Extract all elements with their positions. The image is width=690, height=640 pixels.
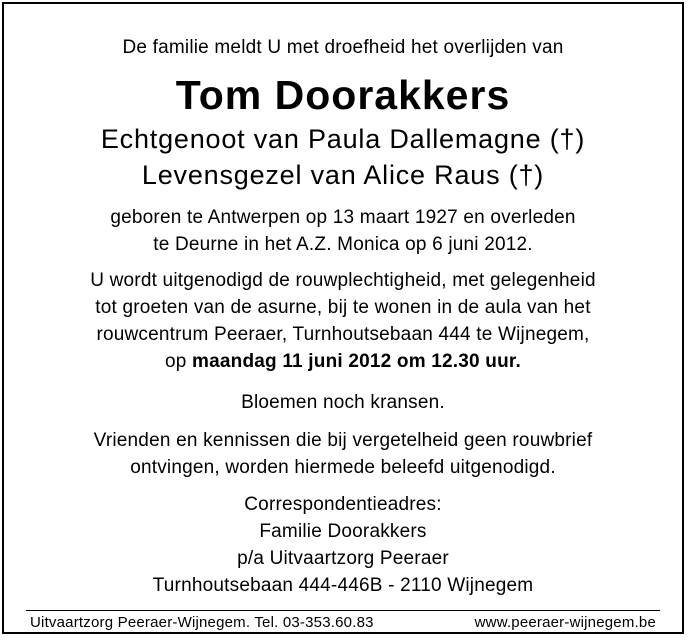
friends-line-1: Vrienden en kennissen die bij vergetelheid geen rouwbrief [93, 430, 593, 451]
correspondence-address: Turnhoutsebaan 444-446B - 2110 Wijnegem [152, 575, 534, 596]
birth-death-line-2: te Deurne in het A.Z. Monica op 6 juni 2012. [153, 234, 533, 255]
invitation-line-4-prefix: op [165, 351, 193, 372]
friends-line-2: ontvingen, worden hiermede beleefd uitgenodigd. [130, 457, 556, 478]
birth-death-line-1: geboren te Antwerpen op 13 maart 1927 en overleden [110, 207, 576, 228]
correspondence-name: Familie Doorakkers [259, 521, 427, 542]
relation-partner: Levensgezel van Alice Raus (†) [141, 160, 545, 190]
footer-contact: Uitvaartzorg Peeraer-Wijnegem. Tel. 03-353.60.83 [30, 614, 374, 631]
deceased-name: Tom Doorakkers [175, 72, 511, 118]
invitation-line-1: U wordt uitgenodigd de rouwplechtigheid, met gelegenheid [90, 270, 596, 291]
correspondence-label: Correspondentieadres: [244, 494, 442, 515]
relation-spouse: Echtgenoot van Paula Dallemagne (†) [100, 124, 586, 154]
footer-divider [26, 610, 660, 611]
obituary-notice [2, 2, 684, 634]
flowers-note: Bloemen noch kransen. [241, 392, 445, 413]
intro-text: De familie meldt U met droefheid het overlijden van [122, 37, 564, 58]
correspondence-care-of: p/a Uitvaartzorg Peeraer [237, 548, 449, 569]
footer-website: www.peeraer-wijnegem.be [474, 614, 656, 631]
invitation-line-4 [4, 351, 682, 373]
invitation-line-2: tot groeten van de asurne, bij te wonen in de aula van het [95, 297, 591, 318]
invitation-line-3: rouwcentrum Peeraer, Turnhoutsebaan 444 te Wijnegem, [96, 324, 590, 345]
ceremony-datetime: maandag 11 juni 2012 om 12.30 uur. [192, 351, 521, 372]
